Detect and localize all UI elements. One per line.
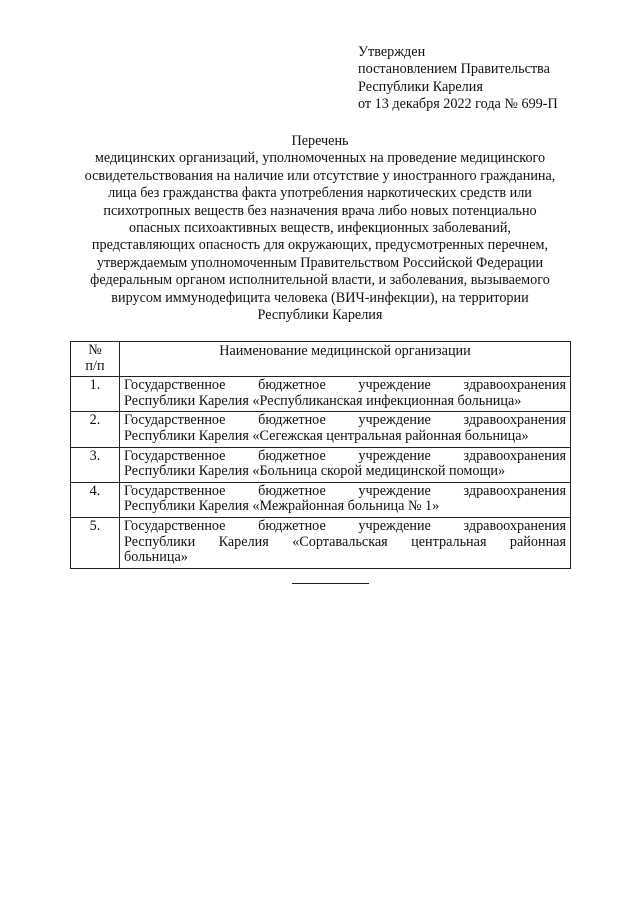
table-row [71, 447, 571, 482]
row-org-name [120, 377, 571, 412]
organizations-table [70, 341, 571, 569]
subtitle-line: вирусом иммунодефицита человека (ВИЧ-инфекции), на территории [111, 289, 529, 306]
org-name-line: Государственное бюджетное учреждение здравоохранения [124, 482, 566, 499]
subtitle-line: лица без гражданства факта употребления наркотических средств или [108, 185, 532, 202]
org-name-line: Республики Карелия «Республиканская инфекционная больница» [124, 392, 522, 409]
org-name-line: Республики Карелия «Сегежская центральная районная больница» [124, 427, 529, 444]
document-heading [70, 133, 570, 324]
table-row [71, 517, 571, 568]
subtitle-line: представляющих опасность для окружающих, предусмотренных перечнем, [91, 237, 549, 254]
org-name-line: больница» [124, 549, 188, 566]
header-num-symbol: № [88, 342, 102, 358]
table-row [71, 412, 571, 447]
approval-block [358, 44, 558, 114]
header-num [71, 342, 120, 377]
approval-line: от 13 декабря 2022 года № 699-П [358, 96, 558, 113]
org-name-line: Республики Карелия «Больница скорой медицинской помощи» [124, 463, 506, 480]
subtitle-line: освидетельствования на наличие или отсутствие у иностранного гражданина, [84, 167, 556, 184]
table-row [71, 377, 571, 412]
approval-line: Республики Карелия [358, 78, 483, 95]
row-number: 2. [71, 412, 120, 447]
approval-line: постановлением Правительства [358, 61, 550, 78]
approval-line: Утвержден [358, 44, 426, 60]
subtitle-line: Республики Карелия [257, 307, 383, 324]
row-org-name [120, 447, 571, 482]
row-org-name [120, 482, 571, 517]
header-num-abbrev: п/п [85, 357, 105, 374]
row-org-name [120, 517, 571, 568]
org-name-line: Государственное бюджетное учреждение здравоохранения [124, 517, 566, 534]
org-name-line: Государственное бюджетное учреждение здравоохранения [124, 447, 566, 464]
closing-rule [292, 583, 369, 584]
subtitle-line: утверждаемым уполномоченным Правительством Российской Федерации [96, 254, 544, 271]
table-row [71, 482, 571, 517]
subtitle-line: опасных психоактивных веществ, инфекционных заболеваний, [129, 220, 511, 237]
subtitle-line: медицинских организаций, уполномоченных на проведение медицинского [94, 150, 546, 167]
row-number: 4. [71, 482, 120, 517]
row-number: 5. [71, 517, 120, 568]
table-header-row [71, 342, 571, 377]
row-number: 3. [71, 447, 120, 482]
org-name-line: Государственное бюджетное учреждение здравоохранения [124, 377, 566, 394]
subtitle-line: психотропных веществ без назначения врача либо новых потенциально [103, 202, 537, 219]
org-name-line: Республики Карелия «Сортавальская центральная районная [124, 533, 566, 550]
document-subtitle [70, 150, 570, 324]
row-number: 1. [71, 377, 120, 412]
org-name-line: Республики Карелия «Межрайонная больница № 1» [124, 498, 440, 515]
header-name: Наименование медицинской организации [120, 342, 571, 377]
subtitle-line: федеральным органом исполнительной власти, и заболевания, вызываемого [90, 272, 550, 289]
document-title: Перечень [291, 133, 349, 149]
row-org-name [120, 412, 571, 447]
org-name-line: Государственное бюджетное учреждение здравоохранения [124, 412, 566, 429]
